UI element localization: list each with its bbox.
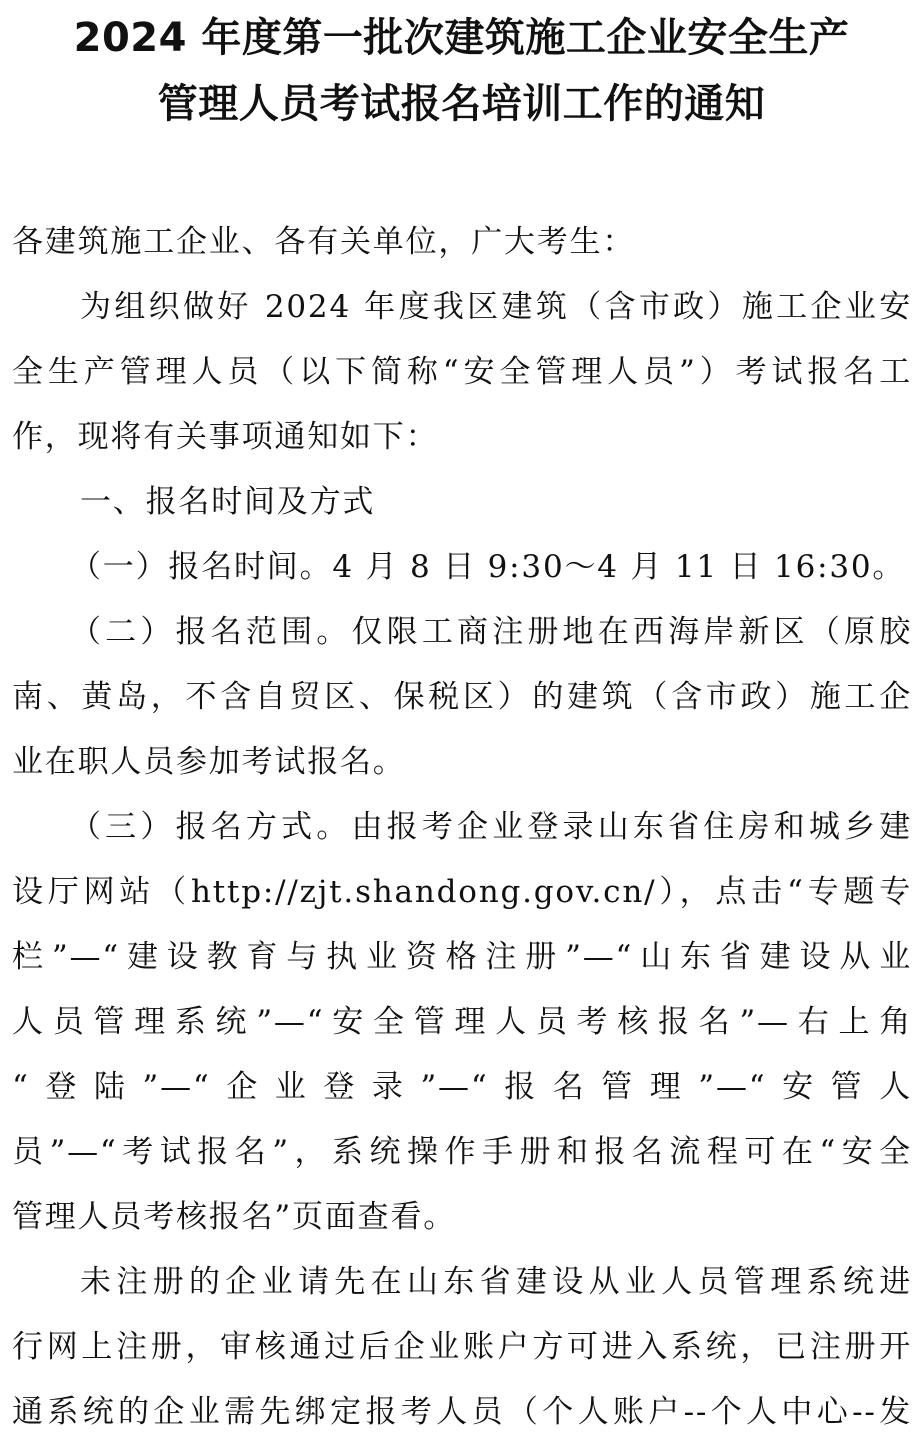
- paragraph-line: 员”—“考试报名”，系统操作手册和报名流程可在“安全: [12, 1134, 912, 1170]
- salutation: 各建筑施工企业、各有关单位，广大考生：: [12, 224, 636, 260]
- paragraph-line: 为组织做好 2024 年度我区建筑（含市政）施工企业安: [80, 289, 912, 325]
- paragraph-line: 南、黄岛，不含自贸区、保税区）的建筑（含市政）施工企: [12, 679, 912, 715]
- section-heading: 一、报名时间及方式: [80, 484, 376, 520]
- title-line-1: 2024 年度第一批次建筑施工企业安全生产: [73, 15, 850, 61]
- paragraph-line: 通系统的企业需先绑定报考人员（个人账户--个人中心--发: [12, 1394, 912, 1430]
- paragraph-line: 人员管理系统”—“安全管理人员考核报名”—右上角: [12, 1004, 912, 1040]
- paragraph-line: （三）报名方式。由报考企业登录山东省住房和城乡建: [70, 809, 912, 845]
- paragraph-line: （二）报名范围。仅限工商注册地在西海岸新区（原胶: [70, 614, 912, 650]
- paragraph-line: 栏”—“建设教育与执业资格注册”—“山东省建设从业: [12, 939, 912, 975]
- paragraph-line: 未注册的企业请先在山东省建设从业人员管理系统进: [80, 1264, 912, 1300]
- paragraph-line: 全生产管理人员（以下简称“安全管理人员”）考试报名工: [12, 354, 912, 390]
- paragraph-line: “登陆”—“企业登录”—“报名管理”—“安管人: [12, 1069, 912, 1105]
- paragraph-line: 行网上注册，审核通过后企业账户方可进入系统，已注册开: [12, 1329, 912, 1365]
- title-line-2: 管理人员考试报名培训工作的通知: [157, 81, 766, 127]
- paragraph-line: 作，现将有关事项通知如下：: [12, 419, 439, 455]
- paragraph-line: 设厅网站（http://zjt.shandong.gov.cn/），点击“专题专: [12, 874, 912, 910]
- paragraph-line: （一）报名时间。4 月 8 日 9:30～4 月 11 日 16:30。: [70, 549, 906, 585]
- paragraph-line: 业在职人员参加考试报名。: [12, 744, 406, 780]
- paragraph-line: 管理人员考核报名”页面查看。: [12, 1199, 457, 1235]
